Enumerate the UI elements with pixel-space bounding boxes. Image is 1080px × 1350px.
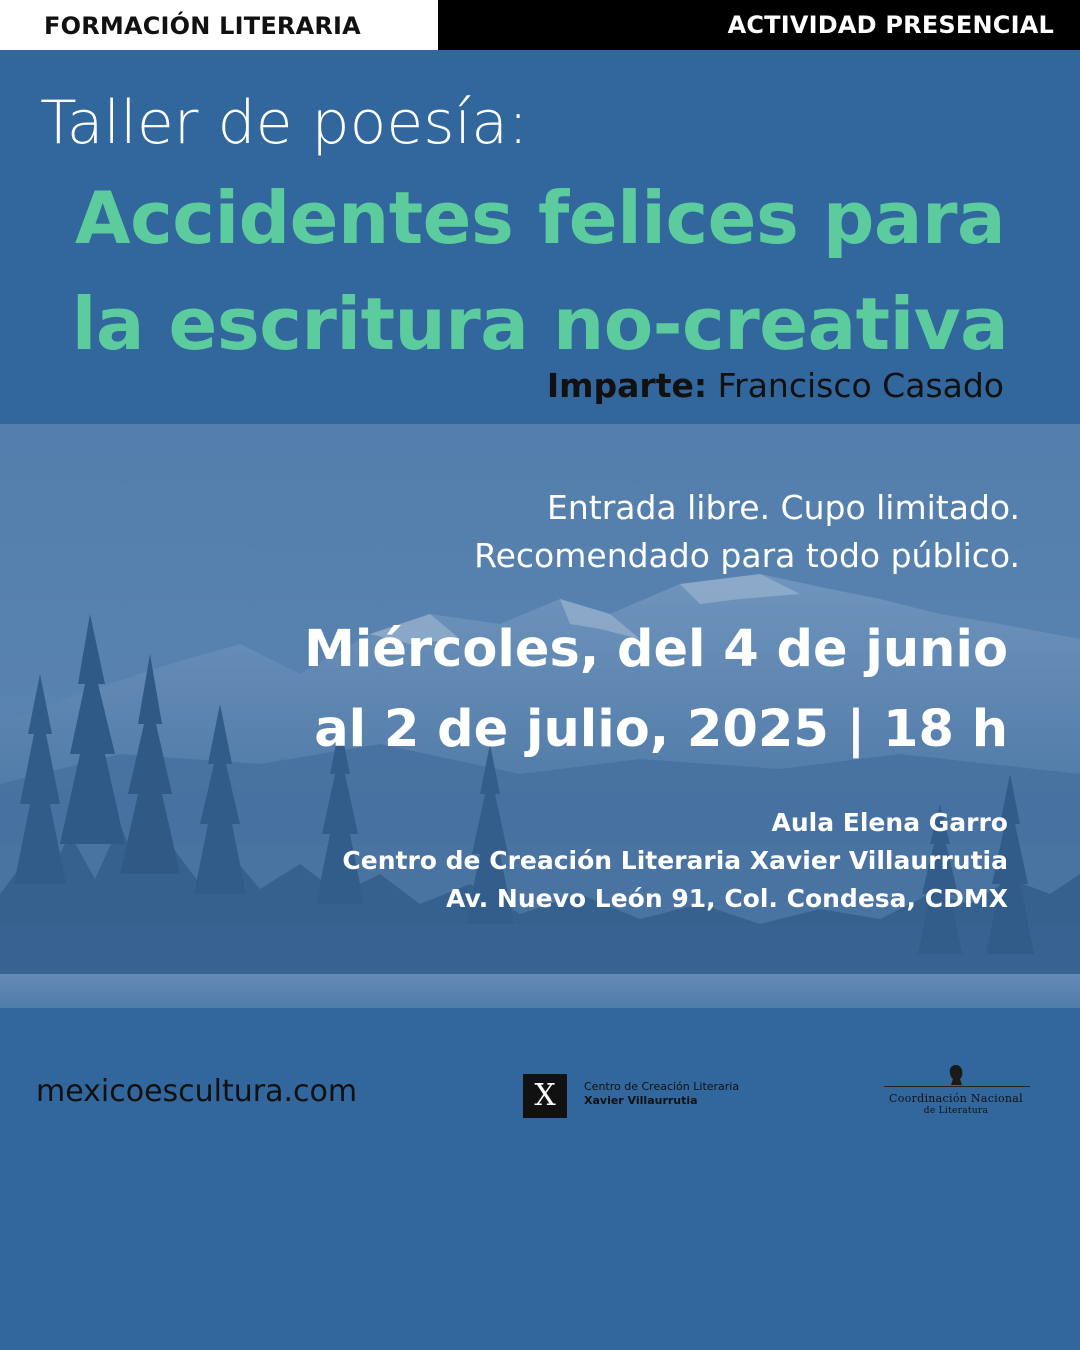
ccl-logo-line2: Xavier Villaurrutia xyxy=(584,1094,698,1107)
ccl-logo-text xyxy=(584,1080,739,1108)
portrait-silhouette-icon xyxy=(944,1064,968,1086)
date-line1: Miércoles, del 4 de junio xyxy=(304,620,1008,679)
cnl-logo-line2: de Literatura xyxy=(923,1106,989,1116)
venue-center: Centro de Creación Literaria Xavier Villaurrutia xyxy=(342,846,1008,875)
category-tag: FORMACIÓN LITERARIA xyxy=(0,0,438,50)
instructor-label: Imparte: xyxy=(546,366,708,405)
instructor xyxy=(547,366,1004,405)
cnl-logo xyxy=(880,1062,1030,1122)
workshop-type: Taller de poesía: xyxy=(40,88,529,158)
cnl-logo-line1: Coordinación Nacional xyxy=(889,1092,1023,1105)
modality-tag: ACTIVIDAD PRESENCIAL xyxy=(727,11,1054,39)
instructor-name: Francisco Casado xyxy=(717,366,1004,405)
website-link[interactable]: mexicoescultura.com xyxy=(36,1074,358,1109)
venue-address: Av. Nuevo León 91, Col. Condesa, CDMX xyxy=(446,884,1008,913)
entry-info: Entrada libre. Cupo limitado. xyxy=(546,488,1020,527)
workshop-title-line2: la escritura no-creativa xyxy=(71,282,1009,366)
workshop-title-line1: Accidentes felices para xyxy=(74,176,1006,260)
ccl-logo-mark: X xyxy=(523,1074,567,1118)
venue-room: Aula Elena Garro xyxy=(771,808,1008,837)
top-bar xyxy=(0,0,1080,50)
ccl-logo-line1: Centro de Creación Literaria xyxy=(584,1080,740,1093)
audience-info: Recomendado para todo público. xyxy=(474,536,1020,575)
date-line2: al 2 de julio, 2025 | 18 h xyxy=(314,700,1008,759)
cnl-divider xyxy=(884,1086,1030,1087)
